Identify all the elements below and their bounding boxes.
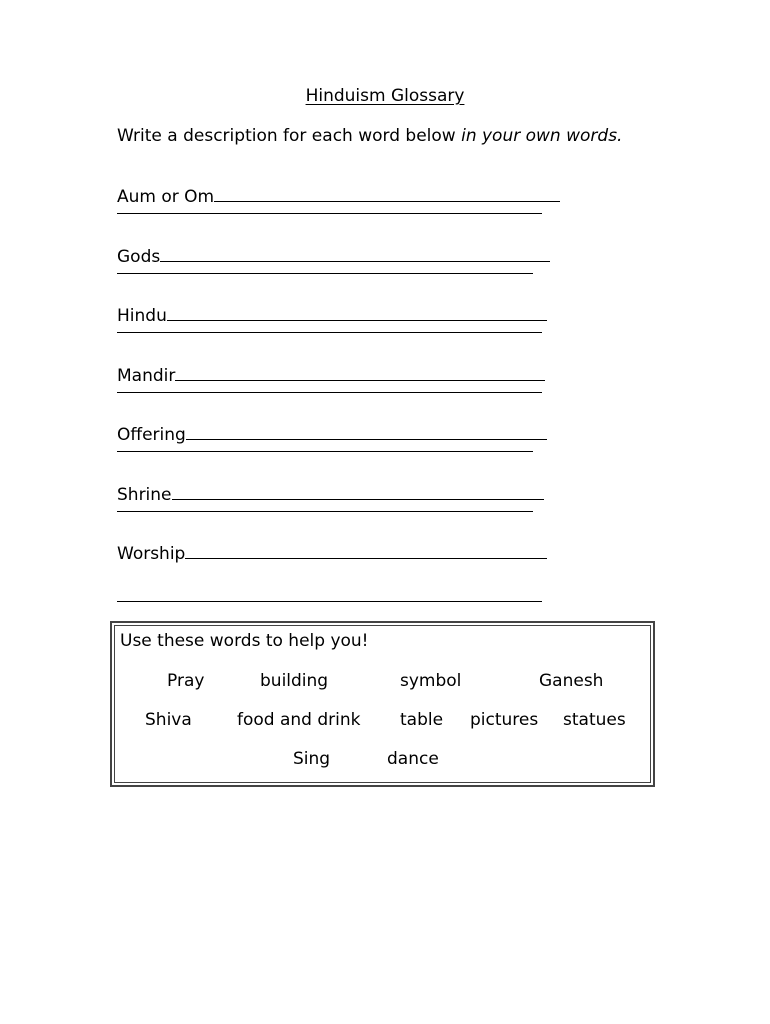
glossary-term: Shrine (117, 485, 172, 505)
answer-line[interactable] (175, 367, 545, 381)
word-bank-word: Pray (167, 671, 205, 691)
glossary-term: Worship (117, 544, 186, 564)
word-bank-word: food and drink (237, 710, 361, 730)
answer-line-continued[interactable] (117, 392, 542, 393)
glossary-entry (117, 424, 547, 452)
word-bank-word: dance (387, 749, 439, 769)
instructions-emphasis: in your own words. (461, 126, 623, 146)
answer-line[interactable] (167, 307, 547, 321)
word-bank-word: table (400, 710, 444, 730)
word-bank-inner-border (114, 625, 651, 783)
answer-line-continued[interactable] (117, 451, 533, 452)
word-bank-word: Sing (293, 749, 331, 769)
glossary-entry (117, 246, 550, 274)
glossary-term: Aum or Om (117, 187, 215, 207)
glossary-term: Gods (117, 247, 161, 267)
word-bank-word: Shiva (145, 710, 192, 730)
answer-line[interactable] (214, 188, 560, 202)
answer-line-continued[interactable] (117, 601, 542, 602)
glossary-term: Mandir (117, 366, 176, 386)
answer-line[interactable] (185, 545, 547, 559)
answer-line-continued[interactable] (117, 273, 533, 274)
glossary-entry (117, 186, 560, 214)
page-title: Hinduism Glossary (305, 86, 465, 106)
word-bank-word: Ganesh (539, 671, 604, 691)
answer-line[interactable] (186, 426, 547, 440)
answer-line[interactable] (160, 248, 550, 262)
glossary-term: Offering (117, 425, 186, 445)
answer-line-continued[interactable] (117, 332, 542, 333)
word-bank-word: symbol (400, 671, 462, 691)
answer-line-continued[interactable] (117, 213, 542, 214)
word-bank-word: building (260, 671, 329, 691)
word-bank-word: pictures (470, 710, 539, 730)
answer-line[interactable] (172, 486, 544, 500)
glossary-entry (117, 484, 544, 512)
word-bank-word: statues (563, 710, 626, 730)
glossary-term: Hindu (117, 306, 167, 326)
glossary-entry (117, 543, 547, 602)
glossary-entry (117, 305, 547, 333)
answer-line-continued[interactable] (117, 511, 533, 512)
instructions (117, 126, 637, 147)
instructions-text: Write a description for each word below (117, 126, 462, 146)
word-bank-box (110, 621, 655, 787)
glossary-entry (117, 365, 545, 393)
word-bank-title: Use these words to help you! (120, 631, 369, 651)
